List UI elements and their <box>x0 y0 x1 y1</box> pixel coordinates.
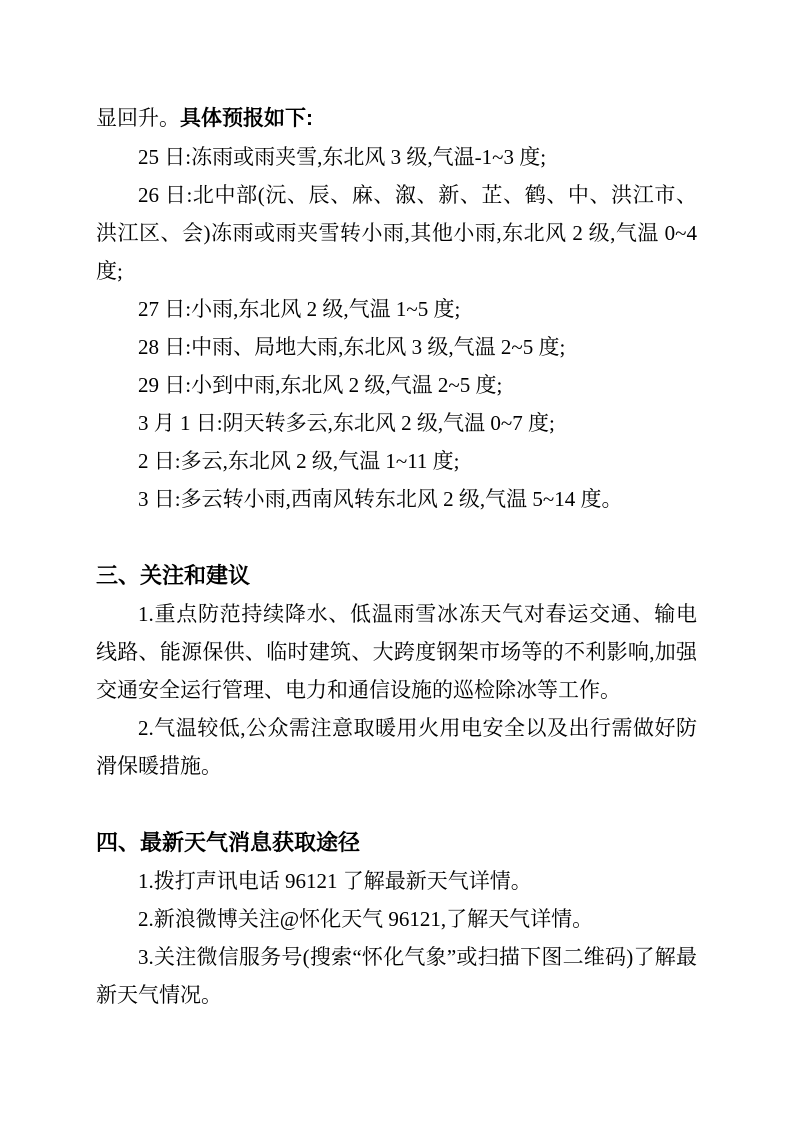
advice-paragraph-1: 1.重点防范持续降水、低温雨雪冰冻天气对春运交通、输电线路、能源保供、临时建筑、大跨度钢架市场等的不利影响,加强交通安全运行管理、电力和通信设施的巡检除冰等工作。 <box>96 602 697 702</box>
forecast-line-26: 26 日:北中部(沅、辰、麻、溆、新、芷、鹤、中、洪江市、洪江区、会)冻雨或雨夹雪转小雨,其他小雨,东北风 2 级,气温 0~4 度; <box>96 183 697 283</box>
forecast-line-mar3: 3 日:多云转小雨,西南风转东北风 2 级,气温 5~14 度。 <box>138 487 623 511</box>
intro-paragraph <box>96 99 697 138</box>
intro-leading-text: 显回升。 <box>96 106 180 130</box>
channel-paragraph-phone: 1.拨打声讯电话 96121 了解最新天气详情。 <box>138 869 532 893</box>
intro-bold-text: 具体预报如下: <box>180 107 313 130</box>
forecast-line-25: 25 日:冻雨或雨夹雪,东北风 3 级,气温-1~3 度; <box>138 145 547 169</box>
forecast-line-mar1: 3 月 1 日:阴天转多云,东北风 2 级,气温 0~7 度; <box>138 411 555 435</box>
section-heading-attention-advice: 三、关注和建议 <box>96 563 251 588</box>
channel-paragraph-wechat: 3.关注微信服务号(搜索“怀化气象”或扫描下图二维码)了解最新天气情况。 <box>96 945 697 1007</box>
forecast-line-27: 27 日:小雨,东北风 2 级,气温 1~5 度; <box>138 297 461 321</box>
forecast-line-29: 29 日:小到中雨,东北风 2 级,气温 2~5 度; <box>138 373 503 397</box>
forecast-line-mar2: 2 日:多云,东北风 2 级,气温 1~11 度; <box>138 449 460 473</box>
section-heading-weather-info-channels: 四、最新天气消息获取途径 <box>96 830 361 855</box>
advice-paragraph-2: 2.气温较低,公众需注意取暖用火用电安全以及出行需做好防滑保暖措施。 <box>96 716 697 778</box>
forecast-line-28: 28 日:中雨、局地大雨,东北风 3 级,气温 2~5 度; <box>138 335 566 359</box>
channel-paragraph-weibo: 2.新浪微博关注@怀化天气 96121,了解天气详情。 <box>138 907 594 931</box>
